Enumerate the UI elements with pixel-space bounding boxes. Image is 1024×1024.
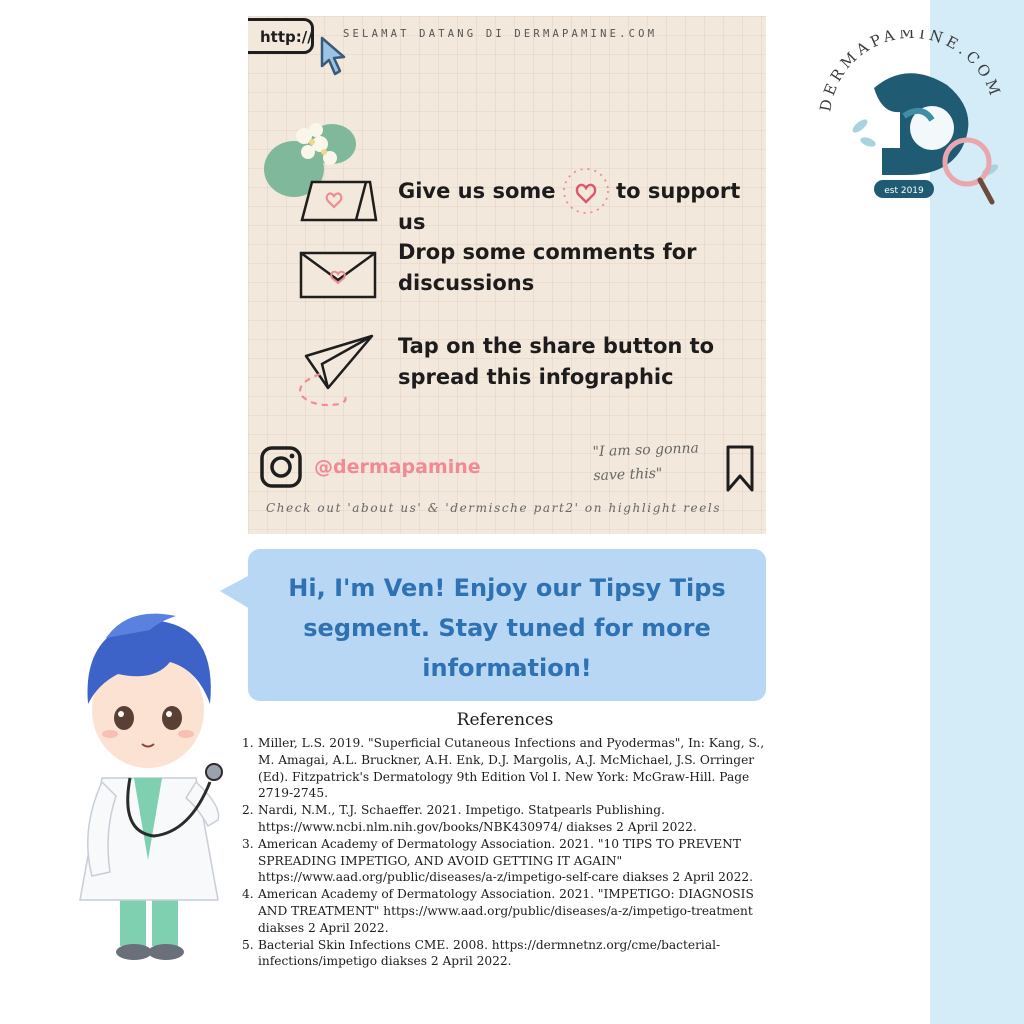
references-list <box>242 735 782 970</box>
support-instruction <box>398 176 766 238</box>
instagram-icon[interactable] <box>260 446 302 488</box>
instagram-handle[interactable]: @dermapamine <box>314 456 481 478</box>
paper-plane-icon <box>292 328 382 413</box>
welcome-text: SELAMAT DATANG DI DERMAPAMINE.COM <box>343 28 658 40</box>
logo-brand-text: DERMAPAMINE.COM <box>816 30 1006 113</box>
reference-item: 3. American Academy of Dermatology Association. 2021. "10 TIPS TO PREVENT SPREADING IMPETIGO, AND AVOID GETTING IT AGAIN" https://www.aad.org/public/diseases/a-z/impetigo-self-care diakses 2 April 2022. <box>242 836 754 885</box>
cursor-arrow-icon <box>318 36 352 78</box>
envelope-icon <box>298 250 378 300</box>
share-instruction: Tap on the share button to spread this infographic <box>398 334 715 389</box>
dermapamine-logo <box>812 30 1012 210</box>
support-text-before: Give us some <box>398 179 556 203</box>
heart-icon[interactable] <box>563 180 609 204</box>
comments-instruction: Drop some comments for discussions <box>398 240 697 295</box>
logo-est-text: est 2019 <box>884 186 924 196</box>
highlight-note: Check out 'about us' & 'dermische part2' on highlight reels <box>266 501 722 515</box>
bookmark-icon[interactable] <box>725 444 755 494</box>
support-text-after: to support us <box>398 179 741 234</box>
doctor-character-illustration <box>58 600 238 970</box>
references-title: References <box>456 710 554 730</box>
greeting-card-icon <box>298 176 380 224</box>
reference-item: 1. Miller, L.S. 2019. "Superficial Cutaneous Infections and Pyodermas", In: Kang, S., M. Amagai, A.L. Bruckner, A.H. Enk, D.J. Margolis, A.J. McMichael, J.S. Orringer (Ed). Fitzpatrick's Dermatology 9th Edition Vol I. New York: McGraw-Hill. Page 2719-2745. <box>242 736 765 801</box>
speech-bubble-text: Hi, I'm Ven! Enjoy our Tipsy Tips segment. Stay tuned for more information! <box>288 574 726 682</box>
infographic-card <box>248 16 766 534</box>
url-box <box>248 18 314 54</box>
save-quote: "I am so gonna save this" <box>592 440 700 485</box>
reference-item: 2. Nardi, N.M., T.J. Schaeffer. 2021. Impetigo. Statpearls Publishing. https://www.ncbi.nlm.nih.gov/books/NBK430974/ diakses 2 April 2022. <box>242 803 697 834</box>
reference-item: 5. Bacterial Skin Infections CME. 2008. https://dermnetnz.org/cme/bacterial-infections/impetigo diakses 2 April 2022. <box>242 937 721 969</box>
url-label: http:// <box>260 28 313 46</box>
reference-item: 4. American Academy of Dermatology Association. 2021. "IMPETIGO: DIAGNOSIS AND TREATMENT" https://www.aad.org/public/diseases/a-z/impetigo-treatment diakses 2 April 2022. <box>242 887 754 935</box>
